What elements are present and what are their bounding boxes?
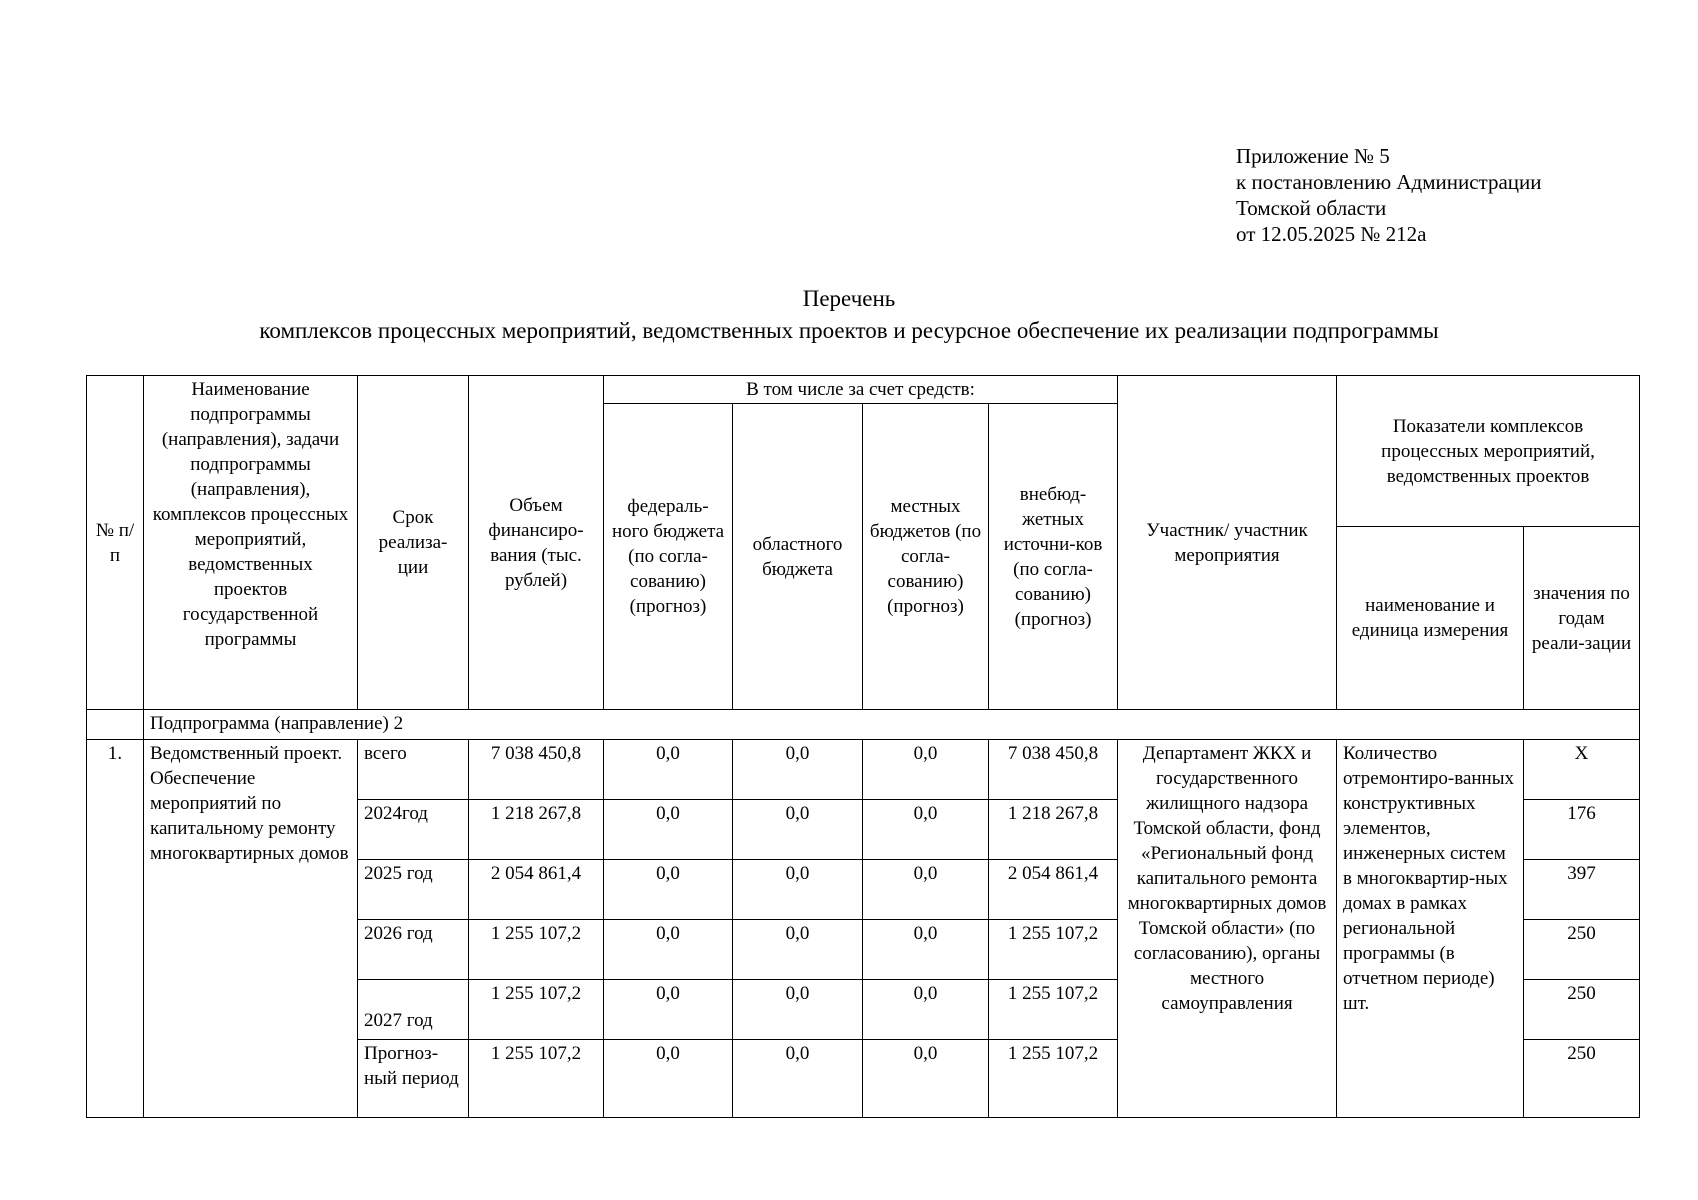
header-indicator-values: значения по годам реали-зации xyxy=(1524,527,1640,710)
program-table xyxy=(86,375,1640,1118)
federal-cell: 0,0 xyxy=(604,920,733,980)
header-local: местных бюджетов (по согла-сованию) (прогноз) xyxy=(863,404,989,710)
appendix-line: Приложение № 5 xyxy=(1236,144,1390,168)
extra-cell: 7 038 450,8 xyxy=(989,740,1118,800)
local-cell: 0,0 xyxy=(863,920,989,980)
header-indicator-name: наименование и единица измерения xyxy=(1337,527,1524,710)
local-cell: 0,0 xyxy=(863,1040,989,1118)
appendix-line: к постановлению Администрации xyxy=(1236,170,1542,194)
subprogram-label: Подпрограмма (направление) 2 xyxy=(144,710,1640,740)
federal-cell: 0,0 xyxy=(604,1040,733,1118)
header-participant: Участник/ участник мероприятия xyxy=(1118,376,1337,710)
regional-cell: 0,0 xyxy=(733,980,863,1040)
item-participant: Департамент ЖКХ и государственного жилищного надзора Томской области, фонд «Региональный фонд капитального ремонта многоквартирных домов Томской области» (по согласованию), органы местного самоуправления xyxy=(1118,740,1337,1118)
local-cell: 0,0 xyxy=(863,980,989,1040)
local-cell: 0,0 xyxy=(863,740,989,800)
appendix-line: Томской области xyxy=(1236,196,1387,220)
regional-cell: 0,0 xyxy=(733,800,863,860)
local-cell: 0,0 xyxy=(863,860,989,920)
value-cell: 250 xyxy=(1524,1040,1640,1118)
value-cell: 250 xyxy=(1524,980,1640,1040)
extra-cell: 2 054 861,4 xyxy=(989,860,1118,920)
document-title xyxy=(0,283,1698,347)
volume-cell: 1 218 267,8 xyxy=(469,800,604,860)
term-cell: Прогноз-ный период xyxy=(358,1040,469,1118)
extra-cell: 1 255 107,2 xyxy=(989,980,1118,1040)
extra-cell: 1 255 107,2 xyxy=(989,1040,1118,1118)
volume-cell: 1 255 107,2 xyxy=(469,1040,604,1118)
value-cell: 250 xyxy=(1524,920,1640,980)
header-term: Срок реализа-ции xyxy=(358,376,469,710)
value-cell: 176 xyxy=(1524,800,1640,860)
regional-cell: 0,0 xyxy=(733,1040,863,1118)
appendix-block xyxy=(1236,143,1542,247)
extra-cell: 1 255 107,2 xyxy=(989,920,1118,980)
title-line: Перечень xyxy=(802,286,896,311)
term-cell: 2026 год xyxy=(358,920,469,980)
header-federal: федераль-ного бюджета (по согла-сованию) (прогноз) xyxy=(604,404,733,710)
regional-cell: 0,0 xyxy=(733,740,863,800)
header-including: В том числе за счет средств: xyxy=(604,376,1118,404)
item-num: 1. xyxy=(87,740,144,1118)
item-name: Ведомственный проект. Обеспечение мероприятий по капитальному ремонту многоквартирных домов xyxy=(144,740,358,1118)
header-name: Наименование подпрограммы (направления), задачи подпрограммы (направления), комплексов процессных мероприятий, ведомственных проектов государственной программы xyxy=(144,376,358,710)
header-regional: областного бюджета xyxy=(733,404,863,710)
value-cell: Х xyxy=(1524,740,1640,800)
header-extra: внебюд-жетных источни-ков (по согла-сованию) (прогноз) xyxy=(989,404,1118,710)
volume-cell: 2 054 861,4 xyxy=(469,860,604,920)
federal-cell: 0,0 xyxy=(604,980,733,1040)
value-cell: 397 xyxy=(1524,860,1640,920)
local-cell: 0,0 xyxy=(863,800,989,860)
subprogram-num-cell xyxy=(87,710,144,740)
term-cell: всего xyxy=(358,740,469,800)
volume-cell: 7 038 450,8 xyxy=(469,740,604,800)
term-cell: 2027 год xyxy=(358,980,469,1040)
federal-cell: 0,0 xyxy=(604,740,733,800)
extra-cell: 1 218 267,8 xyxy=(989,800,1118,860)
item-indicator: Количество отремонтиро-ванных конструктивных элементов, инженерных систем в многоквартир-ных домах в рамках региональной программы (в отчетном периоде) шт. xyxy=(1337,740,1524,1118)
header-indicators: Показатели комплексов процессных мероприятий, ведомственных проектов xyxy=(1337,376,1640,527)
title-line: комплексов процессных мероприятий, ведомственных проектов и ресурсное обеспечение их реализации подпрограммы xyxy=(259,318,1439,343)
header-num: № п/п xyxy=(87,376,144,710)
federal-cell: 0,0 xyxy=(604,800,733,860)
appendix-line: от 12.05.2025 № 212а xyxy=(1236,222,1427,246)
term-cell: 2024год xyxy=(358,800,469,860)
regional-cell: 0,0 xyxy=(733,860,863,920)
term-cell: 2025 год xyxy=(358,860,469,920)
regional-cell: 0,0 xyxy=(733,920,863,980)
volume-cell: 1 255 107,2 xyxy=(469,920,604,980)
federal-cell: 0,0 xyxy=(604,860,733,920)
header-volume: Объем финансиро-вания (тыс. рублей) xyxy=(469,376,604,710)
volume-cell: 1 255 107,2 xyxy=(469,980,604,1040)
